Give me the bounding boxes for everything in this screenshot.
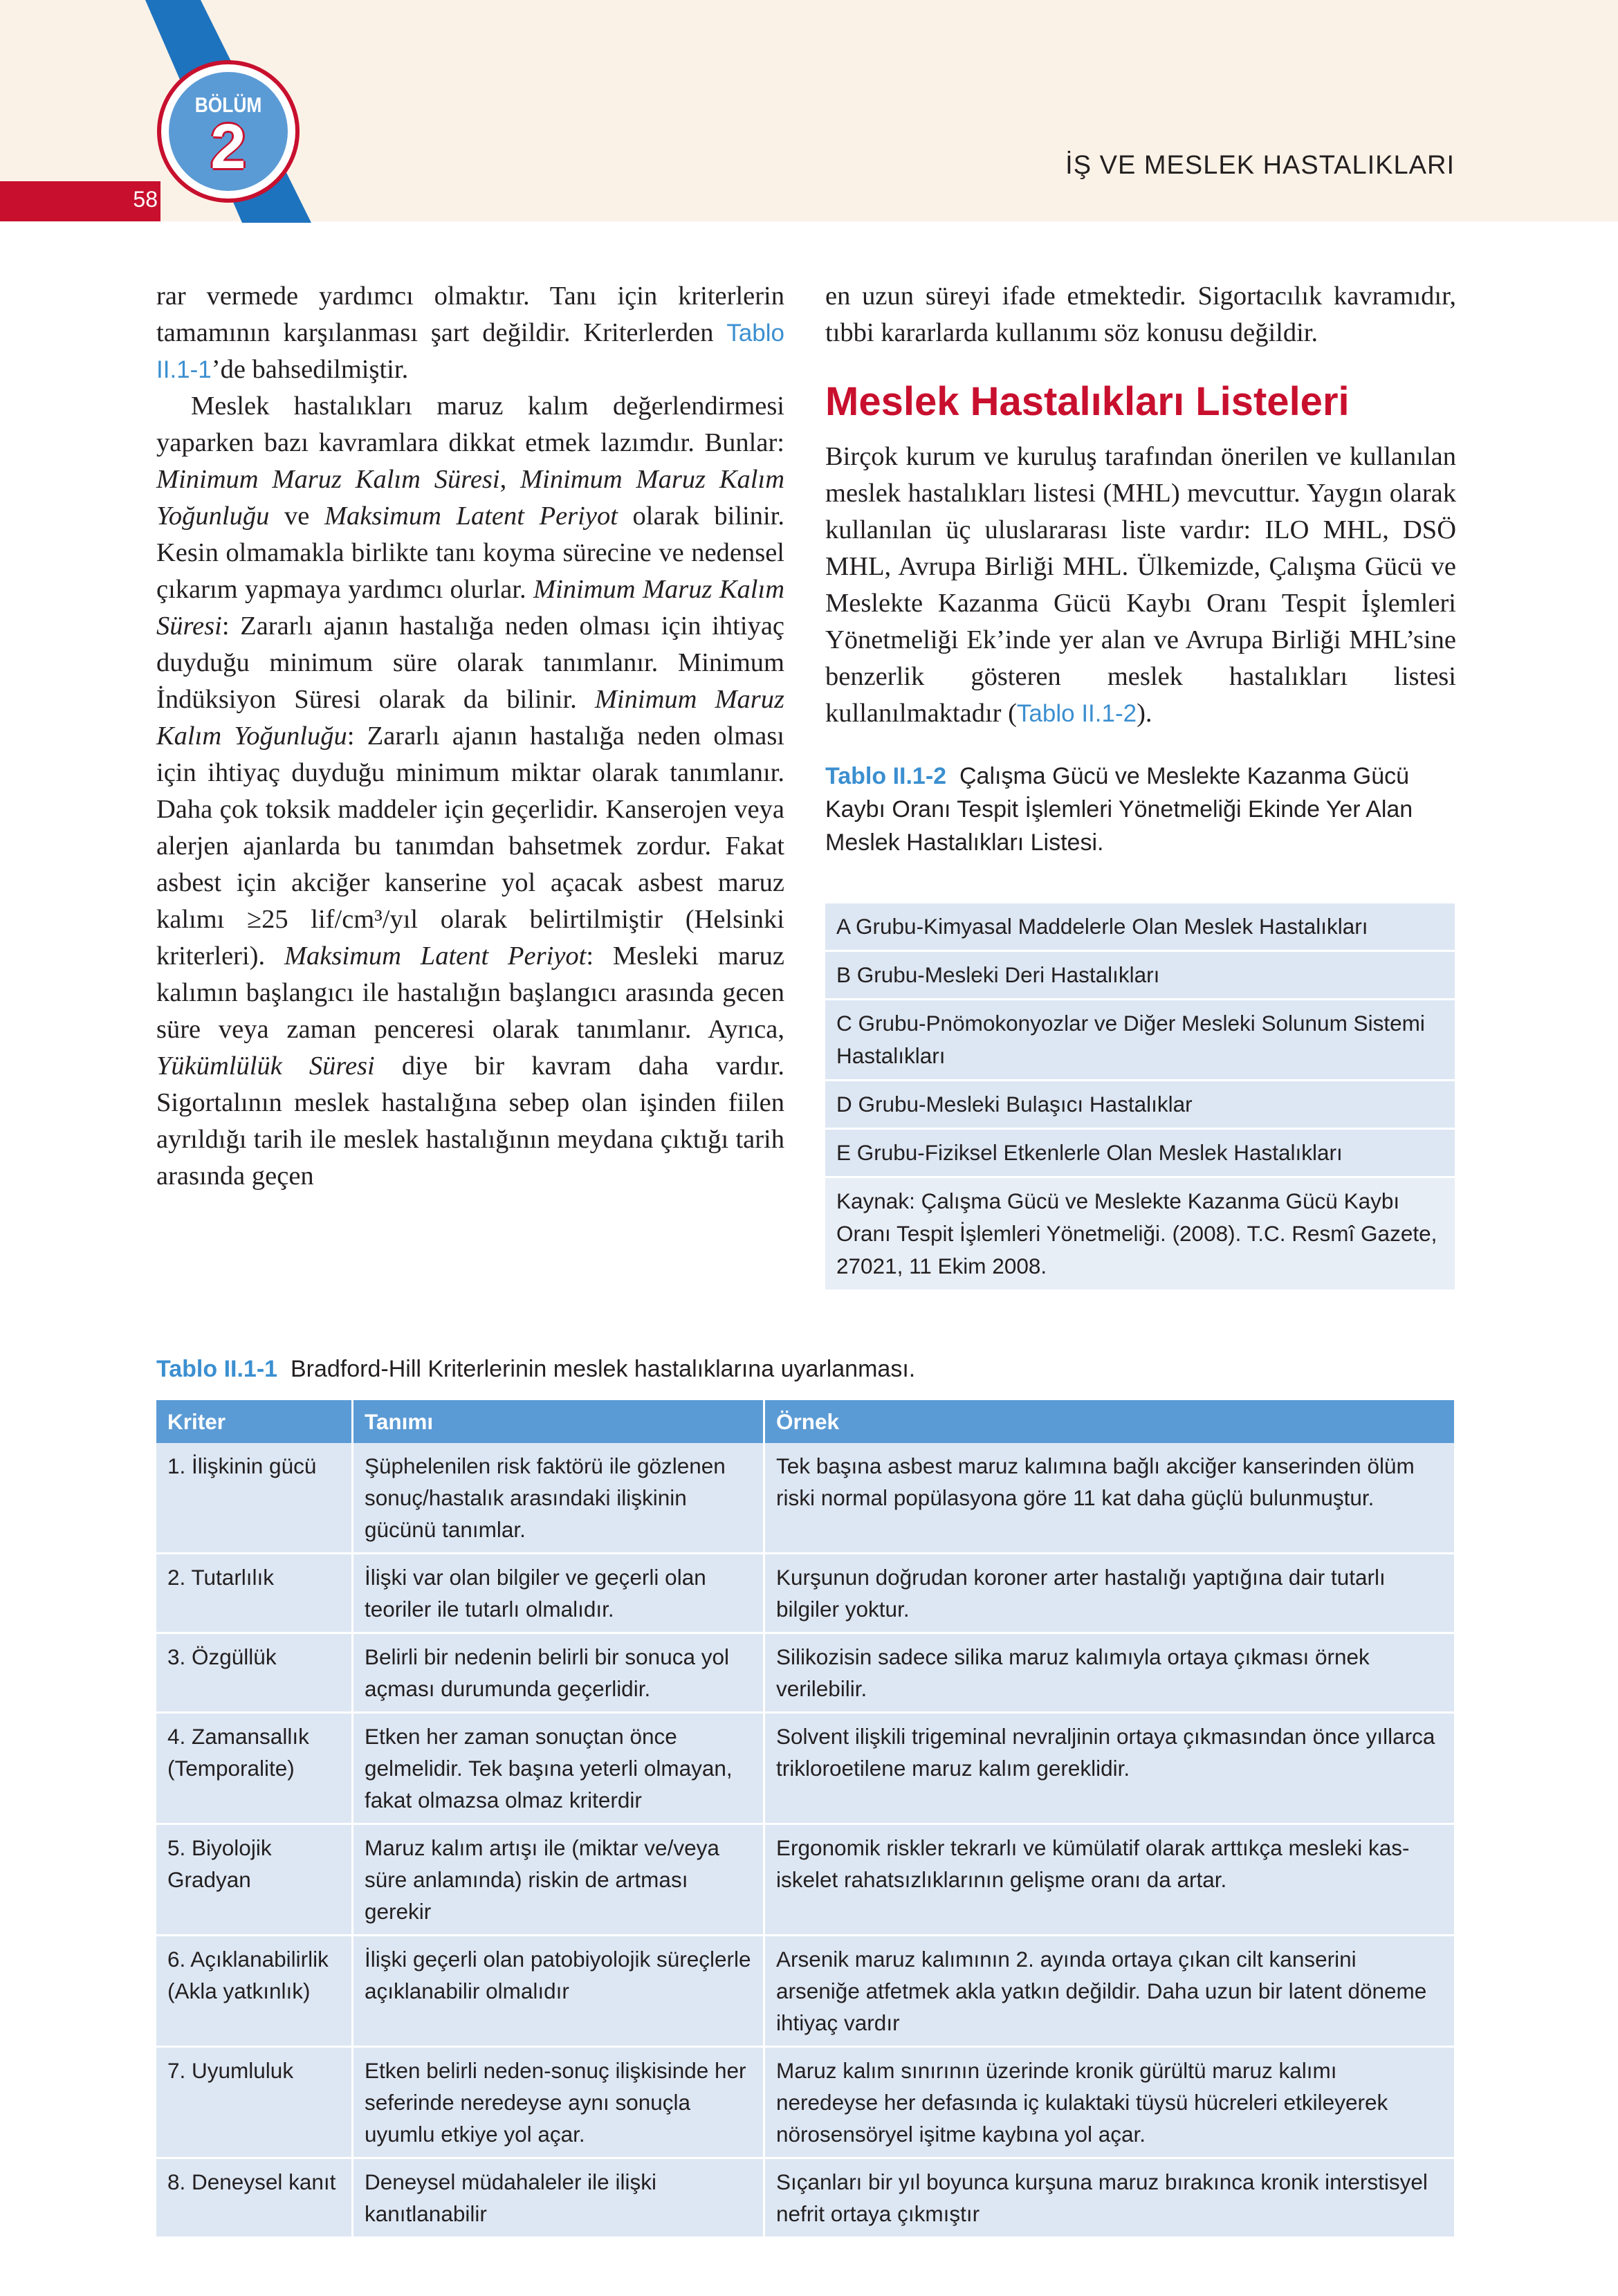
section-heading: Meslek Hastalıkları Listeleri [825,379,1350,424]
left-column [156,278,784,1195]
column-header: Kriter [156,1400,353,1443]
table-cell: Silikozisin sadece silika maruz kalımıyla ortaya çıkması örnek verilebilir. [764,1633,1455,1713]
table-cell: İlişki var olan bilgiler ve geçerli olan teoriler ile tutarlı olmalıdır. [353,1554,764,1633]
paragraph: rar vermede yardımcı olmaktır. Tanı için kriterlerin tamamının karşılanması şart değildir. Kriterlerden Tablo II.1-1’de bahsedilmiştir. [156,282,784,384]
table-cell: Etken her zaman sonuçtan önce gelmelidir. Tek başına yeterli olmayan, fakat olmazsa olmaz kriterdir [353,1713,764,1824]
chapter-number: 2 [210,111,246,182]
table-row [156,1554,1454,1633]
table-cell: 4. Zamansallık (Temporalite) [156,1713,353,1824]
table-cell: Şüphelenilen risk faktörü ile gözlenen sonuç/hastalık arasındaki ilişkinin gücünü tanımlar. [353,1443,764,1554]
table-cell: 8. Deneysel kanıt [156,2158,353,2238]
paragraph: Birçok kurum ve kuruluş tarafından önerilen ve kullanılan meslek hastalıkları listesi (MHL) mevcuttur. Yaygın olarak kullanılan üç uluslararası liste vardır: ILO MHL, DSÖ MHL, Avrupa Birliği MHL. Ülkemizde, Çalışma Gücü ve Meslekte Kazanma Gücü Kaybı Oranı Tespit İşlemleri Yönetmeliği Ek’inde yer alan ve Avrupa Birliği MHL’sine benzerlik gösteren meslek hastalıkları listesi kullanılmaktadır (Tablo II.1-2). [825,442,1456,728]
table-cell: 3. Özgüllük [156,1633,353,1713]
bradford-hill-table [156,1400,1454,2239]
paragraph: en uzun süreyi ifade etmektedir. Sigortacılık kavramıdır, tıbbi kararlarda kullanımı söz konusu değildir. [825,282,1456,347]
table-cell: Maruz kalım sınırının üzerinde kronik gürültü maruz kalımı neredeyse her defasında iç kulaktaki tüysü hücreleri etkileyerek nörosensöryel işitme kaybına yol açar. [764,2047,1455,2158]
table-header-row [156,1400,1454,1443]
table-row [156,2158,1454,2238]
table-reference-link[interactable]: Tablo II.1-2 [1016,700,1137,727]
table2-box [825,903,1455,1292]
table-cell: Sıçanları bir yıl boyunca kurşuna maruz bırakınca kronik interstisyel nefrit ortaya çıkmıştır [764,2158,1455,2238]
table-cell: 5. Biyolojik Gradyan [156,1824,353,1936]
list-item: C Grubu-Pnömokonyozlar ve Diğer Mesleki Solunum Sistemi Hastalıkları [825,1000,1455,1081]
table-cell: Maruz kalım artışı ile (miktar ve/veya süre anlamında) riskin de artması gerekir [353,1824,764,1936]
table-row [156,1713,1454,1824]
table-reference-link[interactable]: Tablo II.1-1 [156,320,784,383]
table-cell: 1. İlişkinin gücü [156,1443,353,1554]
table-row [156,1936,1454,2047]
column-header: Örnek [764,1400,1455,1443]
table-row [156,2047,1454,2158]
table-row [156,1443,1454,1554]
table-cell: Solvent ilişkili trigeminal nevraljinin ortaya çıkmasından önce yıllarca trikloroetilene maruz kalım gereklidir. [764,1713,1455,1824]
list-item: D Grubu-Mesleki Bulaşıcı Hastalıklar [825,1081,1455,1130]
list-item: A Grubu-Kimyasal Maddelerle Olan Meslek Hastalıkları [825,903,1455,952]
table2-source: Kaynak: Çalışma Gücü ve Meslekte Kazanma Gücü Kaybı Oranı Tespit İşlemleri Yönetmeliği. (2008). T.C. Resmî Gazete, 27021, 11 Ekim 2008. [825,1178,1455,1292]
table2-caption: Tablo II.1-2 Çalışma Gücü ve Meslekte Kazanma Gücü Kaybı Oranı Tespit İşlemleri Yönetmeliği Ekinde Yer Alan Meslek Hastalıkları Listesi. [825,763,1413,856]
table-cell: İlişki geçerli olan patobiyolojik süreçlerle açıklanabilir olmalıdır [353,1936,764,2047]
table1-label: Tablo II.1-1 [156,1356,278,1382]
table-row [156,1824,1454,1936]
table-cell: Etken belirli neden-sonuç ilişkisinde her seferinde neredeyse aynı sonuçla uyumlu etkiye yol açar. [353,2047,764,2158]
page-number: 58 [133,187,158,212]
table-cell: Arsenik maruz kalımının 2. ayında ortaya çıkan cilt kanserini arseniğe atfetmek akla yatkın değildir. Daha uzun bir latent döneme ihtiyaç vardır [764,1936,1455,2047]
table2-label: Tablo II.1-2 [825,763,947,789]
table-cell: Belirli bir nedenin belirli bir sonuca yol açması durumunda geçerlidir. [353,1633,764,1713]
table-cell: 6. Açıklanabilirlik (Akla yatkınlık) [156,1936,353,2047]
chapter-badge [160,43,296,182]
column-header: Tanımı [353,1400,764,1443]
list-item: B Grubu-Mesleki Deri Hastalıkları [825,952,1455,1000]
list-item: E Grubu-Fiziksel Etkenlerle Olan Meslek Hastalıkları [825,1130,1455,1178]
table1-caption: Tablo II.1-1 Bradford-Hill Kriterlerinin meslek hastalıklarına uyarlanması. [156,1356,916,1382]
chapter-label: BÖLÜM [194,93,262,117]
table-cell: Tek başına asbest maruz kalımına bağlı akciğer kanserinden ölüm riski normal popülasyona göre 11 kat daha güçlü bulunmuştur. [764,1443,1455,1554]
table-cell: 7. Uyumluluk [156,2047,353,2158]
right-column [825,278,1456,859]
table-row [156,1633,1454,1713]
table-cell: Deneysel müdahaleler ile ilişki kanıtlanabilir [353,2158,764,2238]
table-cell: 2. Tutarlılık [156,1554,353,1633]
chapter-title: İŞ VE MESLEK HASTALIKLARI [1065,151,1455,180]
table-cell: Ergonomik riskler tekrarlı ve kümülatif olarak arttıkça mesleki kas-iskelet rahatsızlıklarının gelişme oranı da artar. [764,1824,1455,1936]
table-cell: Kurşunun doğrudan koroner arter hastalığı yaptığına dair tutarlı bilgiler yoktur. [764,1554,1455,1633]
paragraph: Meslek hastalıkları maruz kalım değerlendirmesi yaparken bazı kavramlara dikkat etmek lazımdır. Bunlar: Minimum Maruz Kalım Süresi, Minimum Maruz Kalım Yoğunluğu ve Maksimum Latent Periyot olarak bilinir. Kesin olmamakla birlikte tanı koyma sürecine ve nedensel çıkarım yapmaya yardımcı olurlar. Minimum Maruz Kalım Süresi: Zararlı ajanın hastalığa neden olması için ihtiyaç duyduğu minimum süre olarak tanımlanır. Minimum İndüksiyon Süresi olarak da bilinir. Minimum Maruz Kalım Yoğunluğu: Zararlı ajanın hastalığa neden olması için ihtiyaç duyduğu minimum miktar olarak tanımlanır. Daha çok toksik maddeler için geçerlidir. Kanserojen veya alerjen ajanlarda bu tanımdan bahsetmek zordur. Fakat asbest için akciğer kanserine yol açacak asbest maruz kalımı ≥25 lif/cm³/yıl olarak belirtilmiştir (Helsinki kriterleri). Maksimum Latent Periyot: Mesleki maruz kalımın başlangıcı ile hastalığın başlangıcı arasında gecen süre veya zaman penceresi olarak tanımlanır. Ayrıca, Yükümlülük Süresi diye bir kavram daha vardır. Sigortalının meslek hastalığına sebep olan işinden fiilen ayrıldığı tarih ile meslek hastalığının meydana çıktığı tarih arasında geçen [156,392,785,1191]
